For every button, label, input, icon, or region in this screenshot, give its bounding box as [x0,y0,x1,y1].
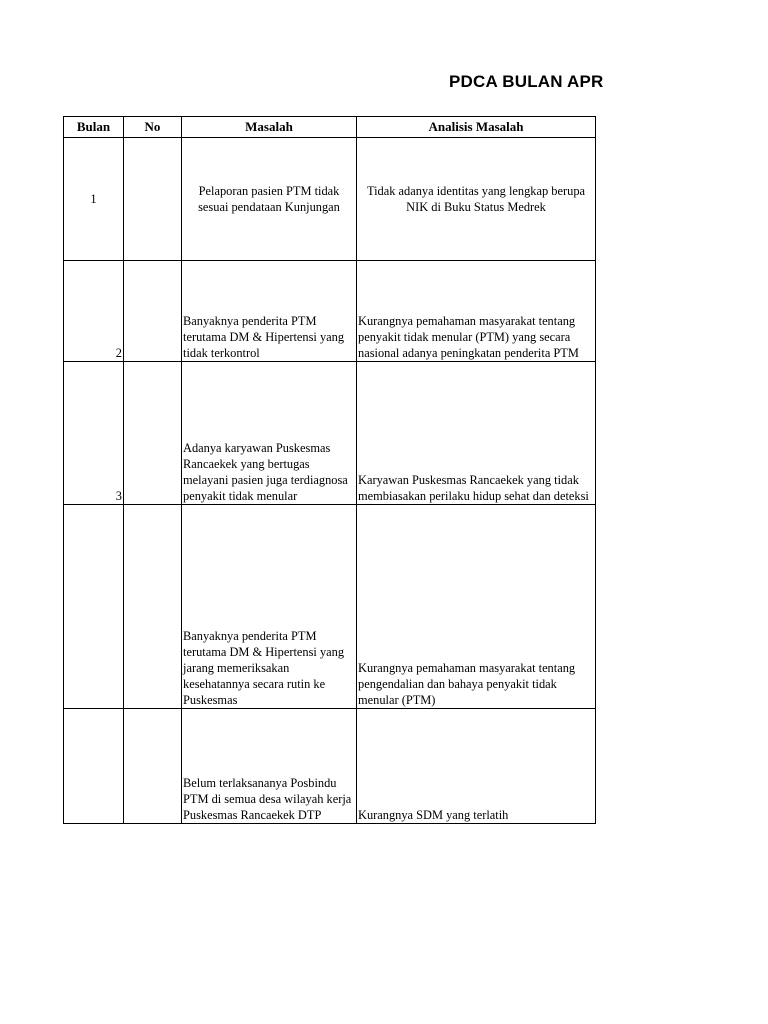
pdca-table [63,116,596,824]
header-no: No [124,117,182,138]
cell-analisis: Kurangnya pemahaman masyarakat tentang penyakit tidak menular (PTM) yang secara nasional adanya peningkatan penderita PTM [357,261,596,362]
table-row [64,261,596,362]
cell-no [124,709,182,824]
cell-bulan [64,505,124,709]
cell-masalah: Belum terlaksananya Posbindu PTM di semua desa wilayah kerja Puskesmas Rancaekek DTP [182,709,357,824]
header-bulan: Bulan [64,117,124,138]
page-title: PDCA BULAN APR [449,72,604,91]
table-row [64,362,596,505]
cell-bulan: 1 [64,138,124,261]
table-row [64,709,596,824]
cell-bulan: 3 [64,362,124,505]
cell-masalah: Adanya karyawan Puskesmas Rancaekek yang bertugas melayani pasien juga terdiagnosa penyakit tidak menular [182,362,357,505]
table-row [64,138,596,261]
cell-analisis: Karyawan Puskesmas Rancaekek yang tidak membiasakan perilaku hidup sehat dan deteksi [357,362,596,505]
cell-no [124,261,182,362]
header-masalah: Masalah [182,117,357,138]
cell-bulan [64,709,124,824]
cell-masalah: Pelaporan pasien PTM tidak sesuai pendataan Kunjungan [182,138,357,261]
header-row [64,117,596,138]
cell-masalah: Banyaknya penderita PTM terutama DM & Hipertensi yang jarang memeriksakan kesehatannya secara rutin ke Puskesmas [182,505,357,709]
cell-no [124,362,182,505]
table-row [64,505,596,709]
cell-analisis: Kurangnya pemahaman masyarakat tentang pengendalian dan bahaya penyakit tidak menular (PTM) [357,505,596,709]
cell-analisis: Tidak adanya identitas yang lengkap berupa NIK di Buku Status Medrek [357,138,596,261]
cell-no [124,505,182,709]
cell-analisis: Kurangnya SDM yang terlatih [357,709,596,824]
cell-no [124,138,182,261]
header-analisis-masalah: Analisis Masalah [357,117,596,138]
cell-masalah: Banyaknya penderita PTM terutama DM & Hipertensi yang tidak terkontrol [182,261,357,362]
cell-bulan: 2 [64,261,124,362]
